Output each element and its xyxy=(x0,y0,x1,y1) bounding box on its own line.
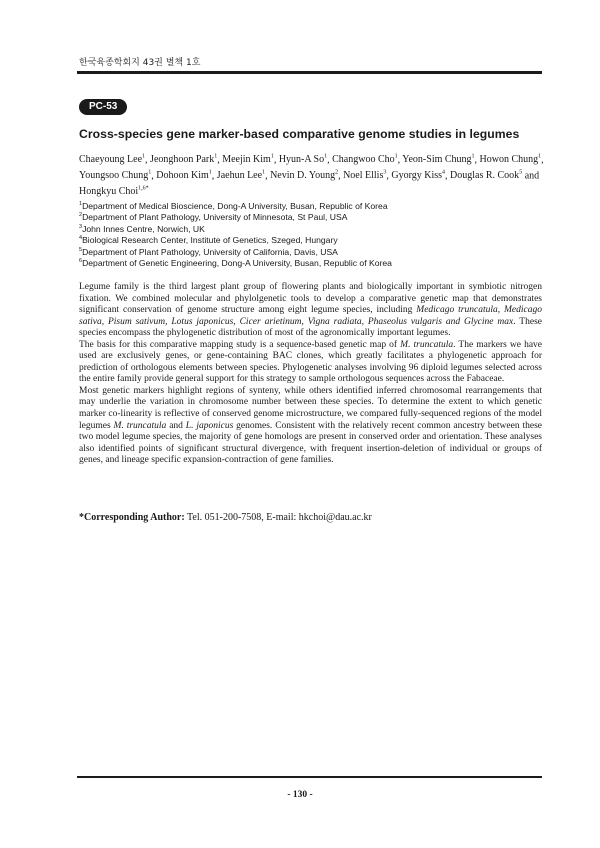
author-affiliation-number: 1 xyxy=(208,169,212,176)
author-affiliation-number: 1 xyxy=(324,154,328,160)
author-affiliation-number: 4 xyxy=(442,169,446,176)
author xyxy=(450,170,522,181)
corresponding-author-contact: Tel. 051-200-7508, E-mail: hkchoi@dau.ac.kr xyxy=(184,512,372,523)
author-name: Gyorgy Kiss xyxy=(391,170,443,182)
poster-code-badge: PC-53 xyxy=(79,99,127,115)
author-list: Chaeyoung Lee$^1$, Jeonghoon Park$^1$, Meejin Kim$^1$, Hyun-A So$^1$, Changwoo Cho$^1$, Yeon-Sim Chung$^1$, Howon Chung$^1$, Youngsoo Chung$^1$, Dohoon Kim$^1$, Jaehun Lee$^1$, Nevin D. Young$^2$, Noel Ellis$^3$, Gyorgy Kiss$^4$, Douglas R. Cook$^5$ and Hongkyu Choi$^{1,6*}$ xyxy=(79,154,544,197)
footer-rule xyxy=(77,776,542,778)
author xyxy=(332,154,398,165)
author-name: Nevin D. Young xyxy=(270,170,336,182)
author-name: Hyun-A So xyxy=(278,154,325,166)
author-affiliation-number: 1 xyxy=(262,169,266,176)
author xyxy=(79,154,145,165)
author-name: Dohoon Kim xyxy=(156,170,209,182)
author xyxy=(480,154,542,165)
author-name: Yeon-Sim Chung xyxy=(402,154,472,166)
author-name: Youngsoo Chung xyxy=(79,170,149,182)
affiliation-number: 3 xyxy=(79,223,83,230)
author xyxy=(391,170,445,181)
affiliation xyxy=(79,224,392,235)
author-affiliation-number: 1 xyxy=(270,154,274,160)
affiliation-list xyxy=(79,201,392,269)
author-affiliation-number: 5 xyxy=(519,169,523,176)
abstract-paragraph-2: The basis for this comparative mapping study is a sequence-based genetic map of M. truncatula. The markers we have used are exclusively genes, or gene-containing BAC clones, which greatly facilitates a phylogenetic approach for prediction of orthologous elements between species. Phylogenetic analyses involving 96 diploid legumes selected across the entire family provide general support for this strategy to sample orthologous sequences across the Fabaceae. xyxy=(79,339,542,385)
page-number: - 130 - xyxy=(287,790,313,800)
author xyxy=(270,170,338,181)
journal-header: 한국육종학회지 43권 별책 1호 xyxy=(79,58,201,68)
affiliation-number: 1 xyxy=(79,201,83,207)
header-rule xyxy=(77,71,542,74)
abstract-paragraph-1: Legume family is the third largest plant group of flowering plants and biologically important in symbiotic nitrogen fixation. We combined molecular and phylolgenetic tools to develop a comparative genetic map that demonstrates significant conservation of genome structure among eight legume species, including Medicago truncatula, Medicago sativa, Pisum sativum, Lotus japonicus, Cicer arietinum, Vigna radiata, Phaseolus vulgaris and Glycine max. These species encompass the phylogenetic distribution of most of the agronomically important legumes. xyxy=(79,282,542,339)
affiliation xyxy=(79,212,392,223)
author-name: Jaehun Lee xyxy=(216,170,263,182)
author xyxy=(79,186,149,197)
corresponding-author-label: *Corresponding Author: xyxy=(79,512,185,523)
author xyxy=(150,154,217,165)
author-affiliation-number: 1 xyxy=(394,154,398,160)
author-name: Meejin Kim xyxy=(222,154,271,166)
affiliation xyxy=(79,235,392,246)
affiliation-text: Biological Research Center, Institute of Genetics, Szeged, Hungary xyxy=(82,235,338,246)
author-affiliation-number: 1 xyxy=(471,154,475,160)
affiliation-text: John Innes Centre, Norwich, UK xyxy=(82,223,205,234)
author-affiliation-number: 1 xyxy=(214,154,218,160)
affiliation-number: 2 xyxy=(79,212,83,219)
author xyxy=(79,170,151,181)
author-affiliation-number: 3 xyxy=(383,169,387,176)
author xyxy=(402,154,474,165)
author-affiliation-number: 2 xyxy=(335,169,339,176)
author-name: Jeonghoon Park xyxy=(150,154,215,166)
affiliation-text: Department of Medical Bioscience, Dong-A University, Busan, Republic of Korea xyxy=(82,201,388,211)
corresponding-author xyxy=(79,512,372,523)
author-affiliation-number: 1 xyxy=(538,154,542,160)
author-name: Chaeyoung Lee xyxy=(79,154,143,166)
abstract xyxy=(79,282,542,467)
author-name: Noel Ellis xyxy=(343,170,384,182)
author-name: Changwoo Cho xyxy=(332,154,395,166)
author-affiliation-number: 1 xyxy=(142,154,146,160)
author xyxy=(343,170,386,181)
affiliation-text: Department of Plant Pathology, University of California, Davis, USA xyxy=(82,246,338,257)
author xyxy=(279,154,327,165)
affiliation-text: Department of Plant Pathology, University of Minnesota, St Paul, USA xyxy=(82,212,348,223)
author-name: Hongkyu Choi xyxy=(79,185,139,197)
author xyxy=(222,154,274,165)
affiliation-number: 4 xyxy=(79,235,83,242)
author-affiliation-number: 1 xyxy=(148,169,152,176)
paper-title: Cross-species gene marker-based comparative genome studies in legumes xyxy=(79,127,520,141)
author-name: Douglas R. Cook xyxy=(450,170,520,182)
author xyxy=(156,170,212,181)
affiliation-text: Department of Genetic Engineering, Dong-A University, Busan, Republic of Korea xyxy=(82,258,392,269)
author-name: Howon Chung xyxy=(479,154,539,166)
author-affiliation-number: 1,6* xyxy=(138,185,149,192)
affiliation-number: 6 xyxy=(79,258,83,265)
affiliation-number: 5 xyxy=(79,246,83,253)
affiliation xyxy=(79,258,392,269)
abstract-paragraph-3: Most genetic markers highlight regions of synteny, while others identified inferred chromosomal rearrangements that may underlie the variation in chromosome number between these species. To determine the extent to which genetic marker co-linearity is reflective of conserved genome microstructure, we compared fully-sequenced regions of the model legumes M. truncatula and L. japonicus genomes. Consistent with the relatively recent common ancestry between these two model legume species, the majority of gene homologs are present in conserved order and orientation. These analyses also identified points of significant structural divergence, with frequent insertion-deletion of individual or groups of genes, and lineage specific expansion-contraction of gene families. xyxy=(79,385,542,466)
author xyxy=(217,170,265,181)
affiliation xyxy=(79,201,392,212)
affiliation xyxy=(79,247,392,258)
